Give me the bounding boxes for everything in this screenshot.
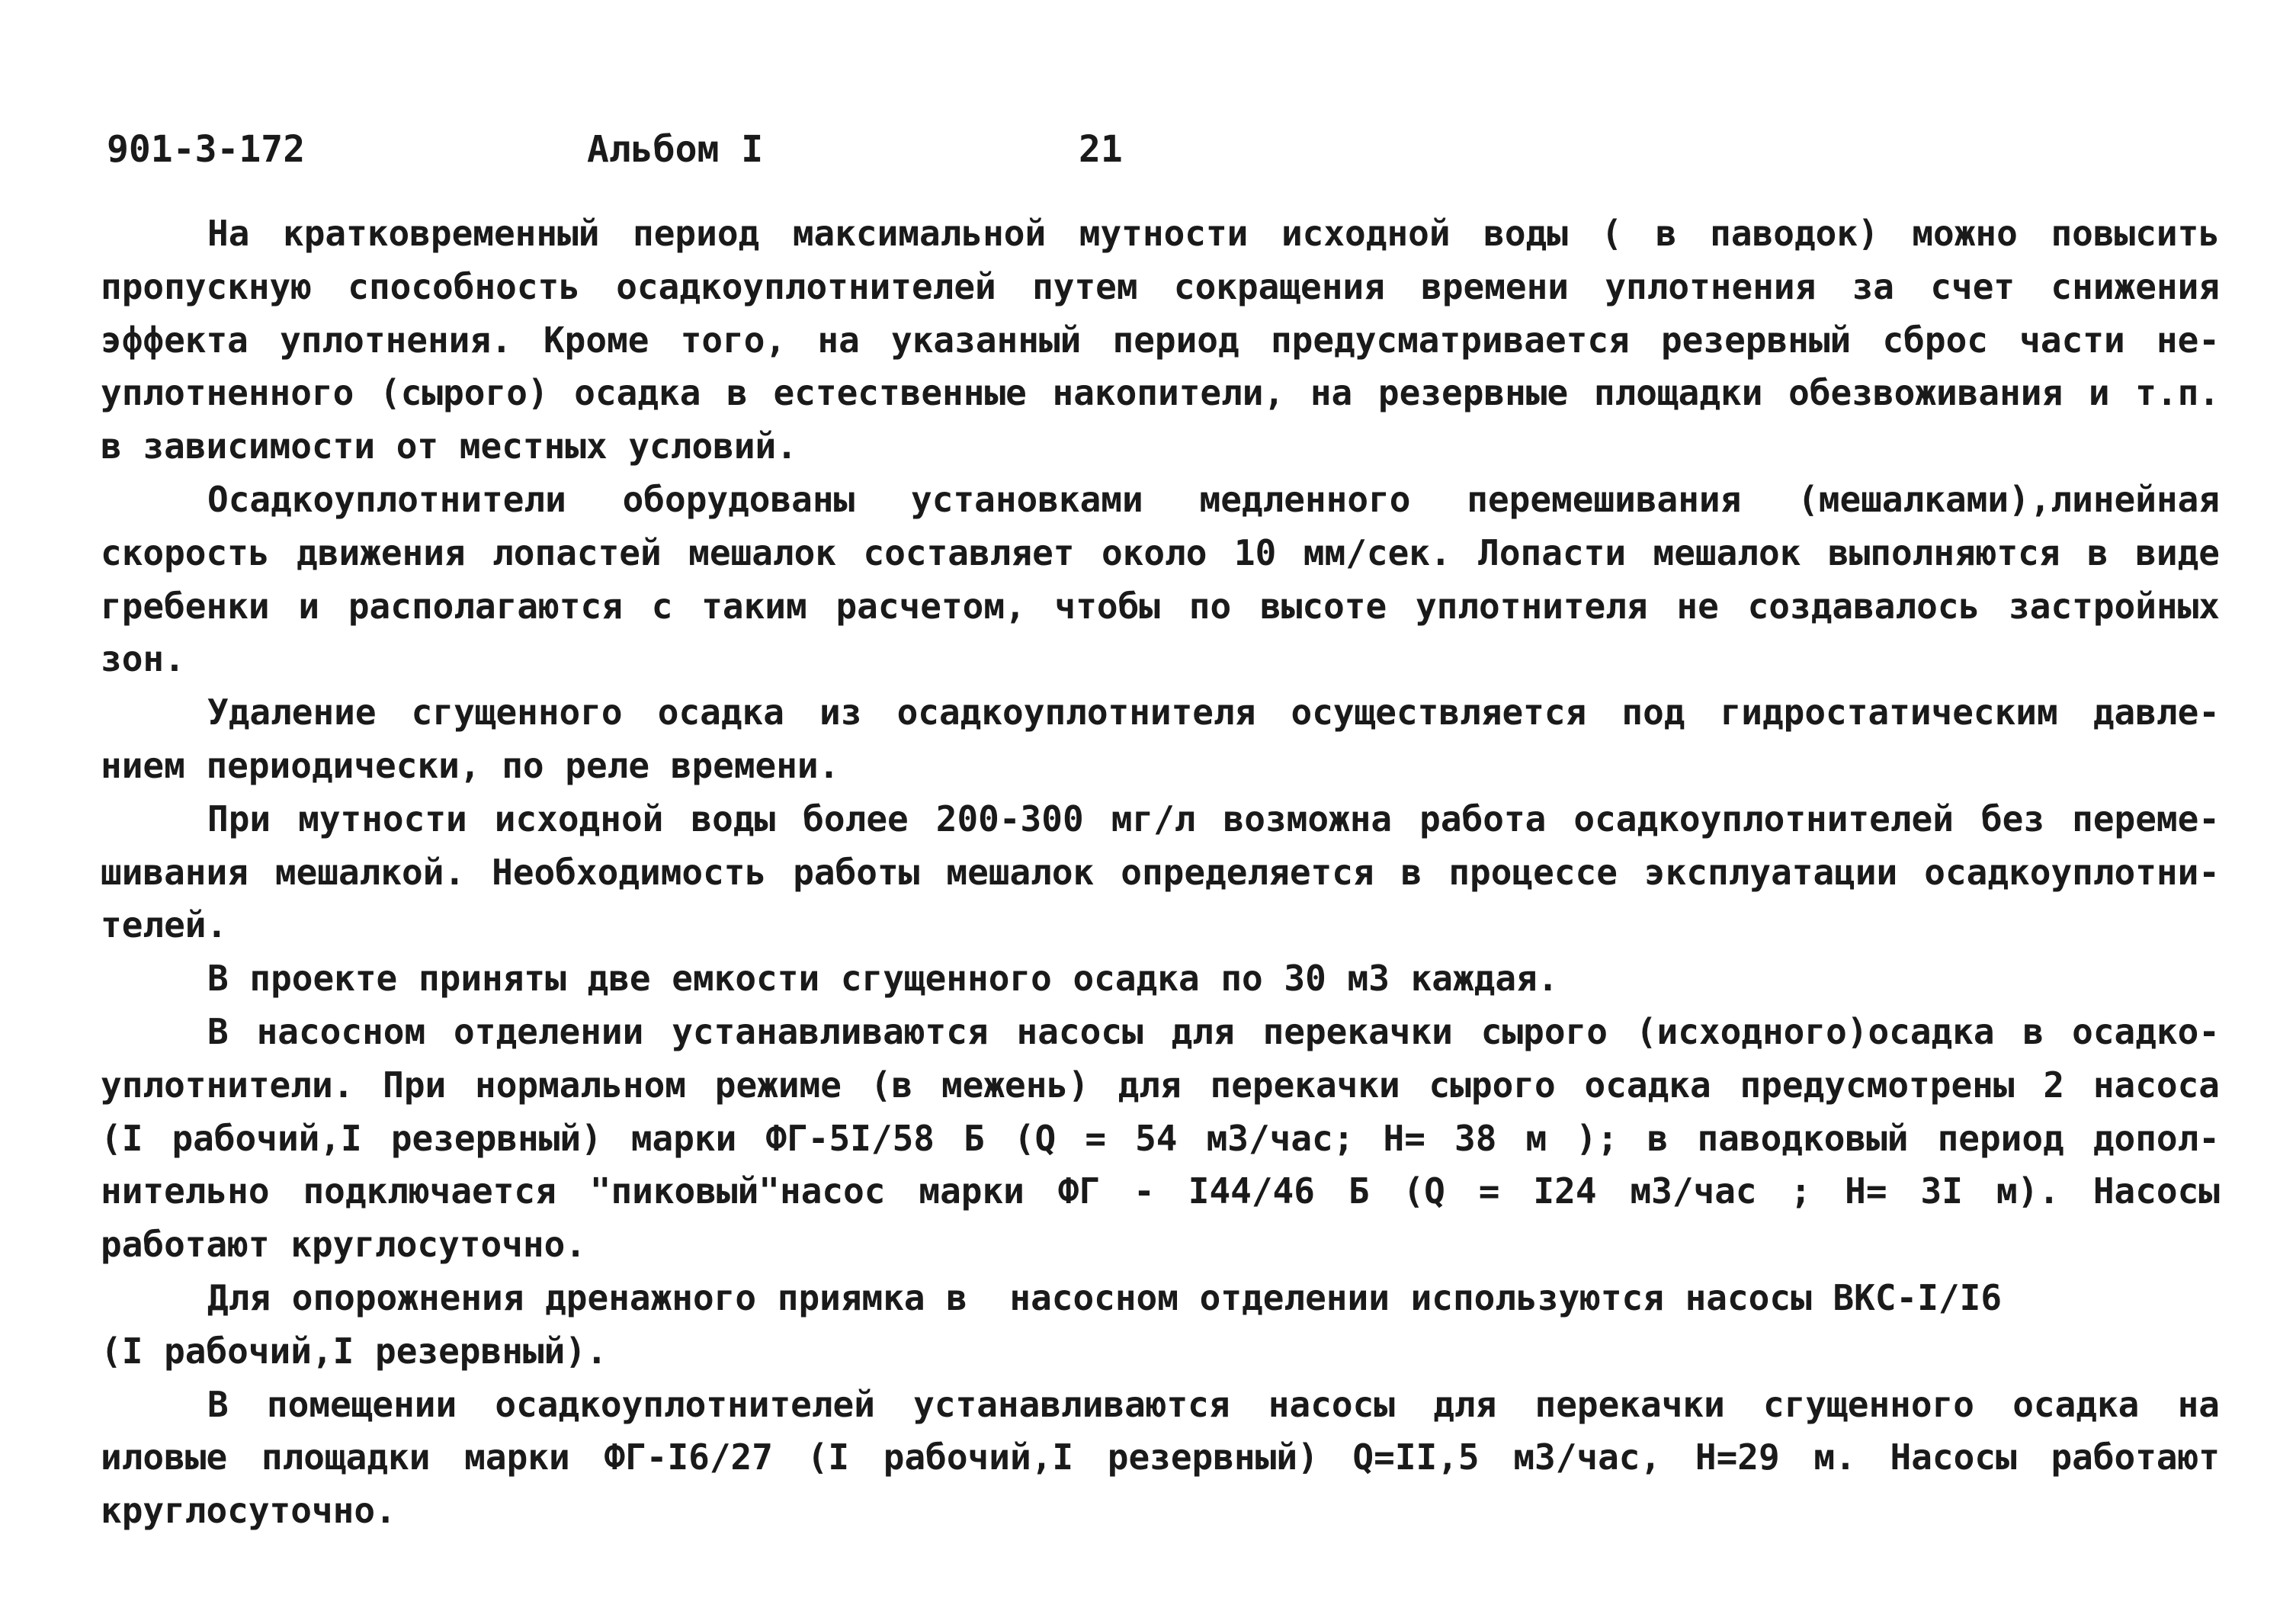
- text-line: Для опорожнения дренажного приямка в насосном отделении используются насосы ВКС-I/I6: [207, 1276, 2003, 1318]
- text-line: (I рабочий,I резервный).: [101, 1330, 608, 1372]
- text-line: иловые площадки марки ФГ-I6/27 (I рабочий,I резервный) Q=II,5 м3/час, Н=29 м. Насосы работают: [101, 1436, 2220, 1478]
- text-line: круглосуточно.: [101, 1490, 396, 1532]
- text-line: уплотненного (сырого) осадка в естественные накопители, на резервные площадки обезвоживания и т.п.: [101, 372, 2220, 414]
- text-line: Удаление сгущенного осадка из осадкоуплотнителя осуществляется под гидростатическим давле-: [207, 692, 2220, 733]
- text-line: (I рабочий,I резервный) марки ФГ-5I/58 Б (Q = 54 м3/час; Н= 38 м ); в паводковый период допол-: [101, 1117, 2220, 1159]
- text-line: скорость движения лопастей мешалок составляет около 10 мм/сек. Лопасти мешалок выполняются в виде: [101, 531, 2220, 573]
- text-line: телей.: [101, 904, 228, 946]
- text-line: шивания мешалкой. Необходимость работы мешалок определяется в процессе эксплуатации осадкоуплотни-: [101, 851, 2220, 893]
- text-line: Осадкоуплотнители оборудованы установками медленного перемешивания (мешалками),линейная: [207, 478, 2220, 520]
- text-line: эффекта уплотнения. Кроме того, на указанный период предусматривается резервный сброс части не-: [101, 319, 2220, 361]
- text-line: нительно подключается "пиковый"насос марки ФГ - I44/46 Б (Q = I24 м3/час ; Н= 3I м). Насосы: [101, 1170, 2220, 1212]
- text-line: уплотнители. При нормальном режиме (в межень) для перекачки сырого осадка предусмотрены 2 насоса: [101, 1064, 2220, 1106]
- text-line: в зависимости от местных условий.: [101, 425, 797, 467]
- page-header: [107, 128, 1174, 181]
- text-line: зон.: [101, 638, 185, 680]
- text-line: нием периодически, по реле времени.: [101, 744, 840, 786]
- text-line: гребенки и располагаются с таким расчетом, чтобы по высоте уплотнителя не создавалось застройных: [101, 585, 2220, 627]
- document-body: [101, 207, 2220, 1538]
- text-line: В насосном отделении устанавливаются насосы для перекачки сырого (исходного)осадка в осадко-: [207, 1010, 2220, 1052]
- text-line: При мутности исходной воды более 200-300 мг/л возможна работа осадкоуплотнителей без переме-: [207, 798, 2220, 839]
- text-line: пропускную способность осадкоуплотнителей путем сокращения времени уплотнения за счет снижения: [101, 265, 2220, 307]
- text-line: На кратковременный период максимальной мутности исходной воды ( в паводок) можно повысить: [207, 213, 2220, 254]
- page-number: 21: [1079, 128, 1123, 171]
- text-line: работают круглосуточно.: [101, 1224, 586, 1266]
- text-line: В помещении осадкоуплотнителей устанавливаются насосы для перекачки сгущенного осадка на: [207, 1383, 2220, 1425]
- document-code: 901-3-172: [107, 128, 306, 171]
- album-label: Альбом I: [587, 128, 764, 171]
- text-line: В проекте приняты две емкости сгущенного осадка по 30 м3 каждая.: [207, 958, 1559, 1000]
